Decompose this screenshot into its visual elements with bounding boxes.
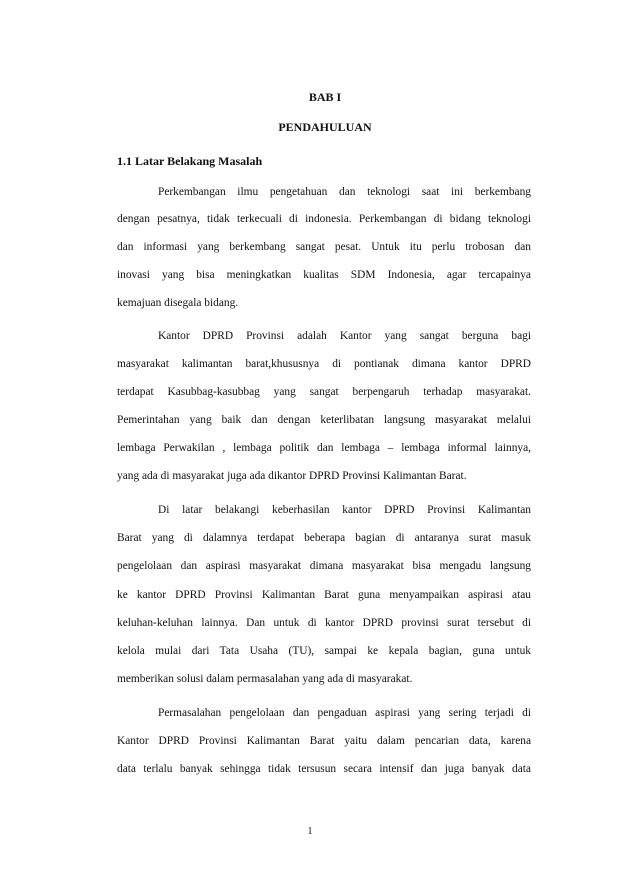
paragraph-line: masyarakat kalimantan barat,khususnya di pontianak dimana kantor DPRD — [117, 358, 531, 370]
paragraph-line: kelola mulai dari Tata Usaha (TU), sampai ke kepala bagian, guna untuk — [117, 645, 531, 657]
paragraph-line: Di latar belakangi keberhasilan kantor DPRD Provinsi Kalimantan — [158, 504, 531, 516]
section-heading: 1.1 Latar Belakang Masalah — [117, 154, 263, 168]
paragraph-line: Kantor DPRD Provinsi adalah Kantor yang sangat berguna bagi — [158, 330, 531, 342]
paragraph-line: data terlalu banyak sehingga tidak tersusun secara intensif dan juga banyak data — [117, 763, 531, 775]
paragraph-line: dengan pesatnya, tidak terkecuali di indonesia. Perkembangan di bidang teknologi — [117, 213, 531, 225]
paragraph-line: Kantor DPRD Provinsi Kalimantan Barat yaitu dalam pencarian data, karena — [117, 735, 531, 747]
paragraph-line: ke kantor DPRD Provinsi Kalimantan Barat guna menyampaikan aspirasi atau — [117, 589, 531, 601]
chapter-title: PENDAHULUAN — [278, 120, 372, 134]
paragraph-line: yang ada di masyarakat juga ada dikantor DPRD Provinsi Kalimantan Barat. — [117, 470, 467, 482]
paragraph-line: memberikan solusi dalam permasalahan yang ada di masyarakat. — [117, 673, 413, 685]
chapter-number: BAB I — [308, 90, 342, 104]
paragraph-line: Barat yang di dalamnya terdapat beberapa bagian di antaranya surat masuk — [117, 532, 531, 544]
paragraph-line: lembaga Perwakilan , lembaga politik dan lembaga – lembaga informal lainnya, — [117, 442, 531, 454]
paragraph-line: kemajuan disegala bidang. — [117, 297, 239, 309]
paragraph-line: keluhan-keluhan lainnya. Dan untuk di kantor DPRD provinsi surat tersebut di — [117, 617, 531, 629]
paragraph-line: terdapat Kasubbag-kasubbag yang sangat berpengaruh terhadap masyarakat. — [117, 386, 531, 398]
paragraph-line: dan informasi yang berkembang sangat pesat. Untuk itu perlu trobosan dan — [117, 241, 531, 253]
page-number: 1 — [307, 826, 313, 837]
paragraph-line: inovasi yang bisa meningkatkan kualitas SDM Indonesia, agar tercapainya — [117, 269, 531, 281]
paragraph-line: pengelolaan dan aspirasi masyarakat dimana masyarakat bisa mengadu langsung — [117, 560, 531, 572]
paragraph-line: Perkembangan ilmu pengetahuan dan teknologi saat ini berkembang — [158, 186, 531, 198]
paragraph-line: Permasalahan pengelolaan dan pengaduan aspirasi yang sering terjadi di — [158, 707, 531, 719]
paragraph-line: Pemerintahan yang baik dan dengan keterlibatan langsung masyarakat melalui — [117, 414, 531, 426]
